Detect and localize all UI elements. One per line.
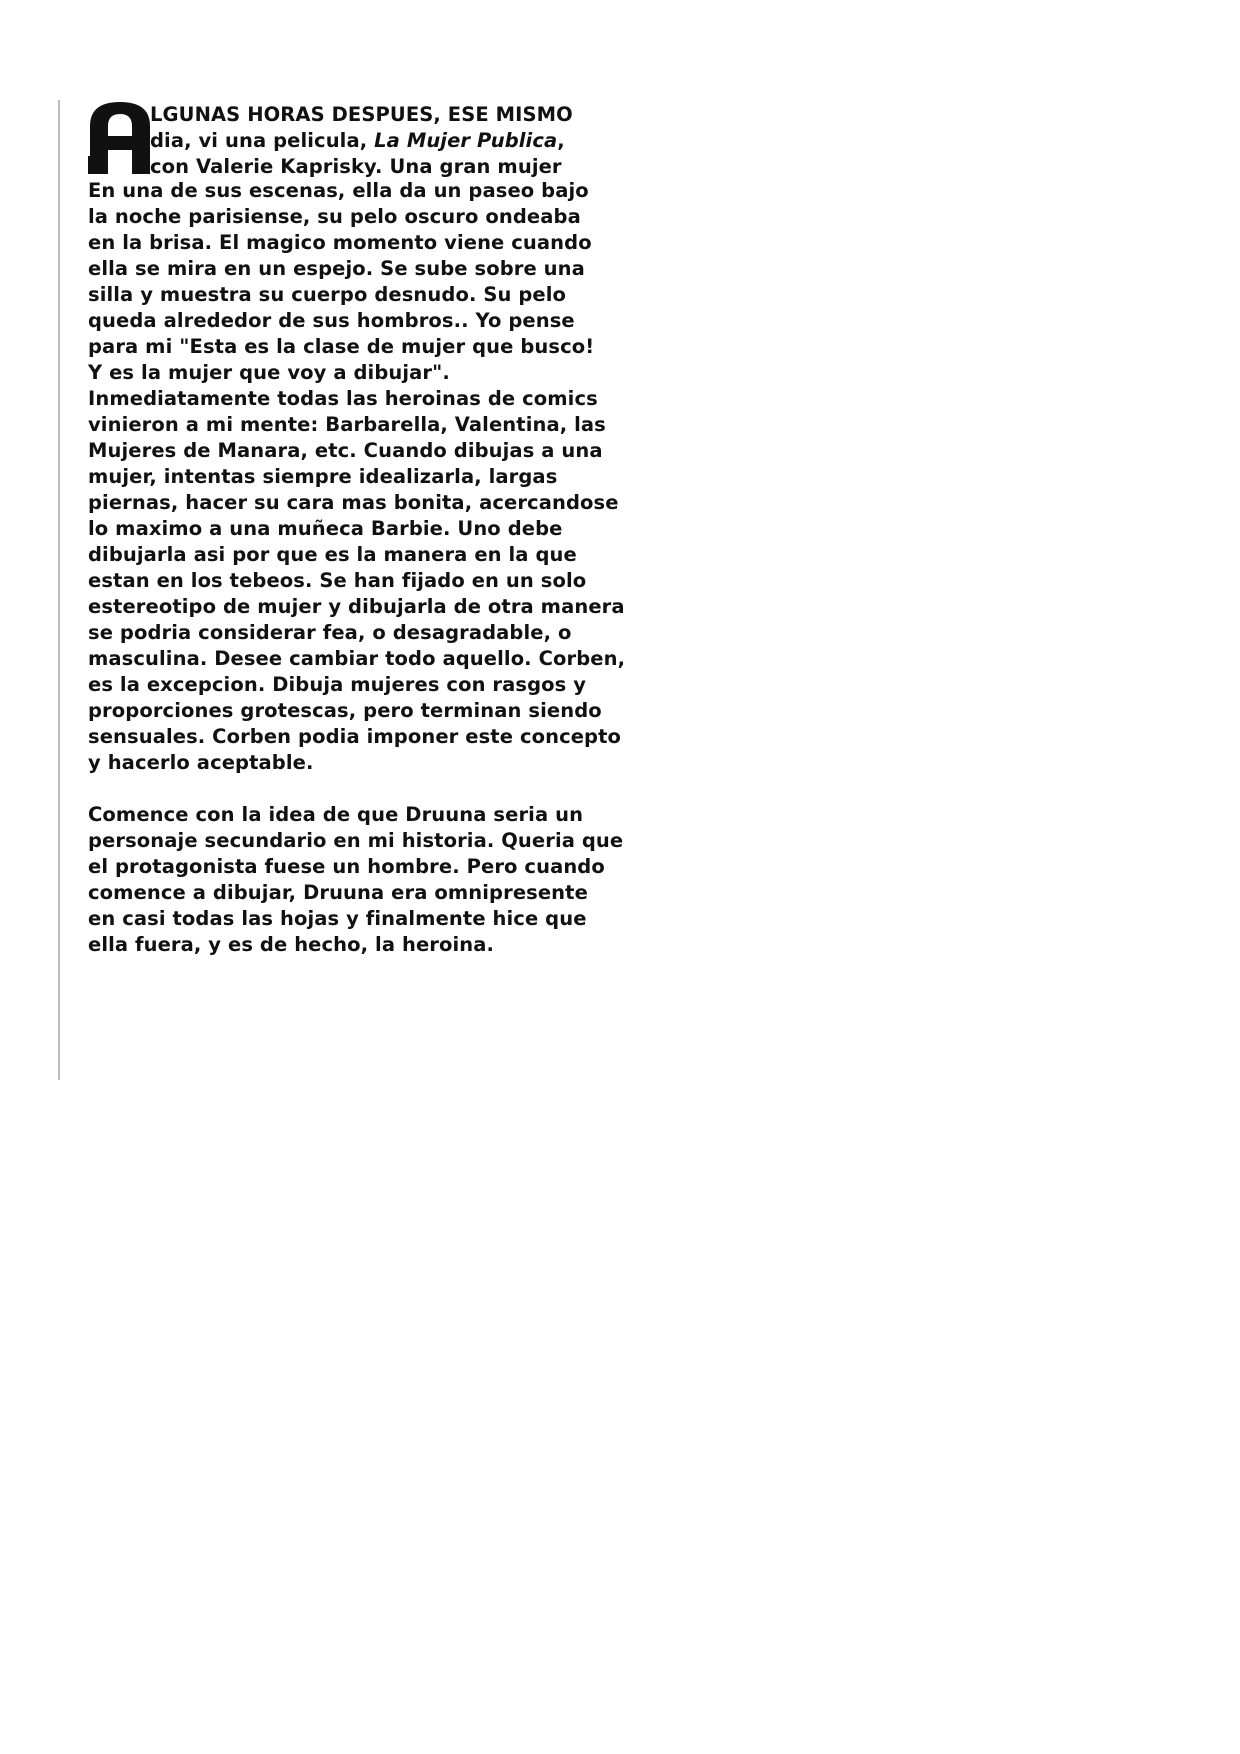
lead-line-2-punct: , (557, 129, 565, 152)
text-line: para mi "Esta es la clase de mujer que busco! (88, 335, 595, 358)
lead-line-2-text: dia, vi una pelicula, (150, 129, 375, 152)
text-line: la noche parisiense, su pelo oscuro ondeaba (88, 205, 581, 228)
text-line: es la excepcion. Dibuja mujeres con rasgos y (88, 673, 587, 696)
text-line: vinieron a mi mente: Barbarella, Valentina, las (88, 413, 606, 436)
text-line: proporciones grotescas, pero terminan siendo (88, 699, 602, 722)
paragraph-spacer (88, 776, 588, 802)
article-opening (88, 100, 588, 178)
lead-line-3: con Valerie Kaprisky. Una gran mujer (150, 155, 562, 178)
text-line: estan en los tebeos. Se han fijado en un solo (88, 569, 587, 592)
text-line: sensuales. Corben podia imponer este concepto (88, 725, 622, 748)
text-line: Comence con la idea de que Druuna seria un (88, 803, 584, 826)
text-line: piernas, hacer su cara mas bonita, acercandose (88, 491, 619, 514)
text-line: en casi todas las hojas y finalmente hice que (88, 907, 587, 930)
text-line: y hacerlo aceptable. (88, 751, 314, 774)
text-line: silla y muestra su cuerpo desnudo. Su pelo (88, 283, 567, 306)
film-title: La Mujer Publica (374, 129, 558, 152)
lead-line-2 (150, 128, 565, 154)
drop-cap-glyph (88, 100, 152, 174)
text-line: personaje secundario en mi historia. Queria que (88, 829, 624, 852)
article-body (88, 100, 626, 958)
text-line: masculina. Desee cambiar todo aquello. Corben, (88, 647, 626, 670)
paragraph-2 (88, 802, 624, 958)
text-line: ella fuera, y es de hecho, la heroina. (88, 933, 495, 956)
text-line: queda alrededor de sus hombros.. Yo pense (88, 309, 575, 332)
paragraph-1 (88, 178, 626, 776)
drop-cap-letter (88, 100, 152, 174)
text-line: comence a dibujar, Druuna era omnipresente (88, 881, 588, 904)
text-line: lo maximo a una muñeca Barbie. Uno debe (88, 517, 563, 540)
text-line: En una de sus escenas, ella da un paseo bajo (88, 179, 589, 202)
text-line: Mujeres de Manara, etc. Cuando dibujas a una (88, 439, 603, 462)
text-line: Y es la mujer que voy a dibujar". (88, 361, 450, 384)
margin-rule (58, 100, 60, 1080)
text-line: el protagonista fuese un hombre. Pero cuando (88, 855, 605, 878)
text-line: se podria considerar fea, o desagradable, o (88, 621, 572, 644)
text-line: mujer, intentas siempre idealizarla, largas (88, 465, 558, 488)
text-line: Inmediatamente todas las heroinas de comics (88, 387, 598, 410)
text-line: dibujarla asi por que es la manera en la que (88, 543, 577, 566)
text-line: ella se mira en un espejo. Se sube sobre una (88, 257, 585, 280)
lead-line-1: LGUNAS HORAS DESPUES, ESE MISMO (150, 103, 573, 126)
text-line: estereotipo de mujer y dibujarla de otra manera (88, 595, 625, 618)
text-line: en la brisa. El magico momento viene cuando (88, 231, 592, 254)
